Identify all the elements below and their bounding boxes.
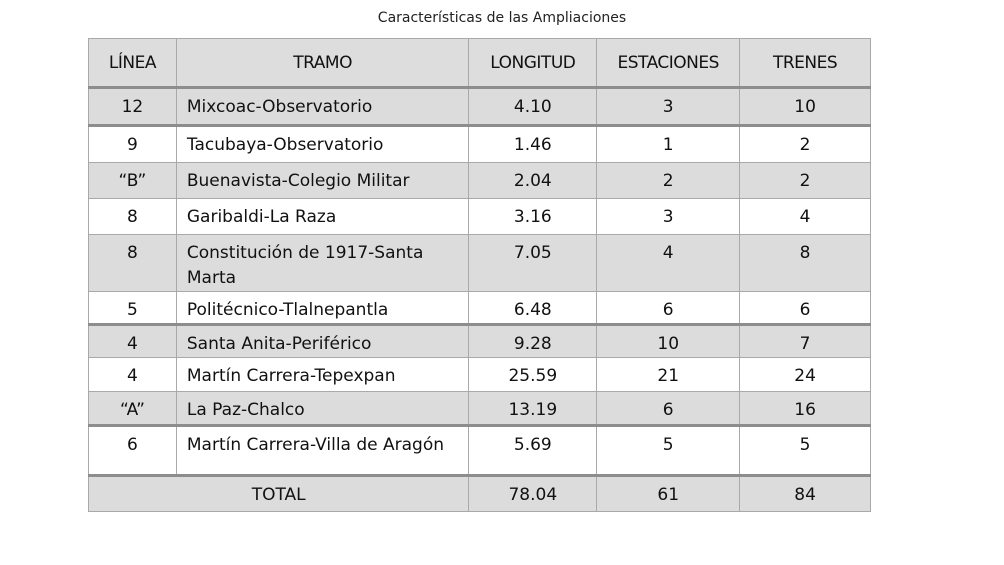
cell-trenes: 5: [740, 426, 871, 476]
cell-trenes: 16: [740, 392, 871, 426]
cell-tramo: Garibaldi-La Raza: [176, 199, 469, 235]
cell-longitud: 7.05: [469, 235, 597, 292]
cell-estaciones: 4: [597, 235, 740, 292]
cell-estaciones: 21: [597, 358, 740, 392]
cell-tramo: Constitución de 1917-Santa Marta: [176, 235, 469, 292]
total-trenes: 84: [740, 476, 871, 512]
header-row: [89, 39, 871, 88]
cell-tramo: Buenavista-Colegio Militar: [176, 163, 469, 199]
cell-longitud: 13.19: [469, 392, 597, 426]
header-longitud: LONGITUD: [469, 39, 597, 88]
cell-linea: 8: [89, 235, 177, 292]
header-tramo: TRAMO: [176, 39, 469, 88]
cell-estaciones: 3: [597, 88, 740, 126]
cell-longitud: 6.48: [469, 292, 597, 325]
cell-linea: “B”: [89, 163, 177, 199]
cell-trenes: 10: [740, 88, 871, 126]
table-row: [89, 426, 871, 476]
cell-trenes: 4: [740, 199, 871, 235]
cell-longitud: 2.04: [469, 163, 597, 199]
cell-linea: 6: [89, 426, 177, 476]
header-linea: LÍNEA: [89, 39, 177, 88]
table-row: [89, 392, 871, 426]
header-trenes: TRENES: [740, 39, 871, 88]
total-row: [89, 476, 871, 512]
cell-tramo: Martín Carrera-Villa de Aragón: [176, 426, 469, 476]
cell-tramo: La Paz-Chalco: [176, 392, 469, 426]
table-row: [89, 292, 871, 325]
cell-longitud: 3.16: [469, 199, 597, 235]
table-row: [89, 199, 871, 235]
total-label: TOTAL: [89, 476, 469, 512]
cell-estaciones: 10: [597, 325, 740, 358]
cell-tramo: Politécnico-Tlalnepantla: [176, 292, 469, 325]
cell-trenes: 7: [740, 325, 871, 358]
cell-trenes: 2: [740, 126, 871, 163]
cell-longitud: 5.69: [469, 426, 597, 476]
cell-tramo: Martín Carrera-Tepexpan: [176, 358, 469, 392]
cell-longitud: 1.46: [469, 126, 597, 163]
table-title: Características de las Ampliaciones: [377, 10, 627, 26]
cell-estaciones: 6: [597, 292, 740, 325]
cell-longitud: 4.10: [469, 88, 597, 126]
total-estaciones: 61: [597, 476, 740, 512]
ampliaciones-table: [88, 38, 871, 512]
cell-linea: 4: [89, 325, 177, 358]
table-row: [89, 358, 871, 392]
cell-linea: 9: [89, 126, 177, 163]
table-row: [89, 235, 871, 292]
table-row: [89, 325, 871, 358]
header-estaciones: ESTACIONES: [597, 39, 740, 88]
cell-tramo: Santa Anita-Periférico: [176, 325, 469, 358]
cell-longitud: 25.59: [469, 358, 597, 392]
cell-linea: “A”: [89, 392, 177, 426]
cell-trenes: 2: [740, 163, 871, 199]
cell-linea: 12: [89, 88, 177, 126]
cell-linea: 5: [89, 292, 177, 325]
cell-estaciones: 6: [597, 392, 740, 426]
table-row: [89, 163, 871, 199]
cell-linea: 4: [89, 358, 177, 392]
cell-trenes: 6: [740, 292, 871, 325]
table-row: [89, 88, 871, 126]
cell-linea: 8: [89, 199, 177, 235]
cell-tramo: Mixcoac-Observatorio: [176, 88, 469, 126]
cell-estaciones: 1: [597, 126, 740, 163]
table-row: [89, 126, 871, 163]
cell-estaciones: 2: [597, 163, 740, 199]
cell-trenes: 24: [740, 358, 871, 392]
cell-longitud: 9.28: [469, 325, 597, 358]
cell-tramo: Tacubaya-Observatorio: [176, 126, 469, 163]
cell-trenes: 8: [740, 235, 871, 292]
cell-estaciones: 5: [597, 426, 740, 476]
total-longitud: 78.04: [469, 476, 597, 512]
cell-estaciones: 3: [597, 199, 740, 235]
